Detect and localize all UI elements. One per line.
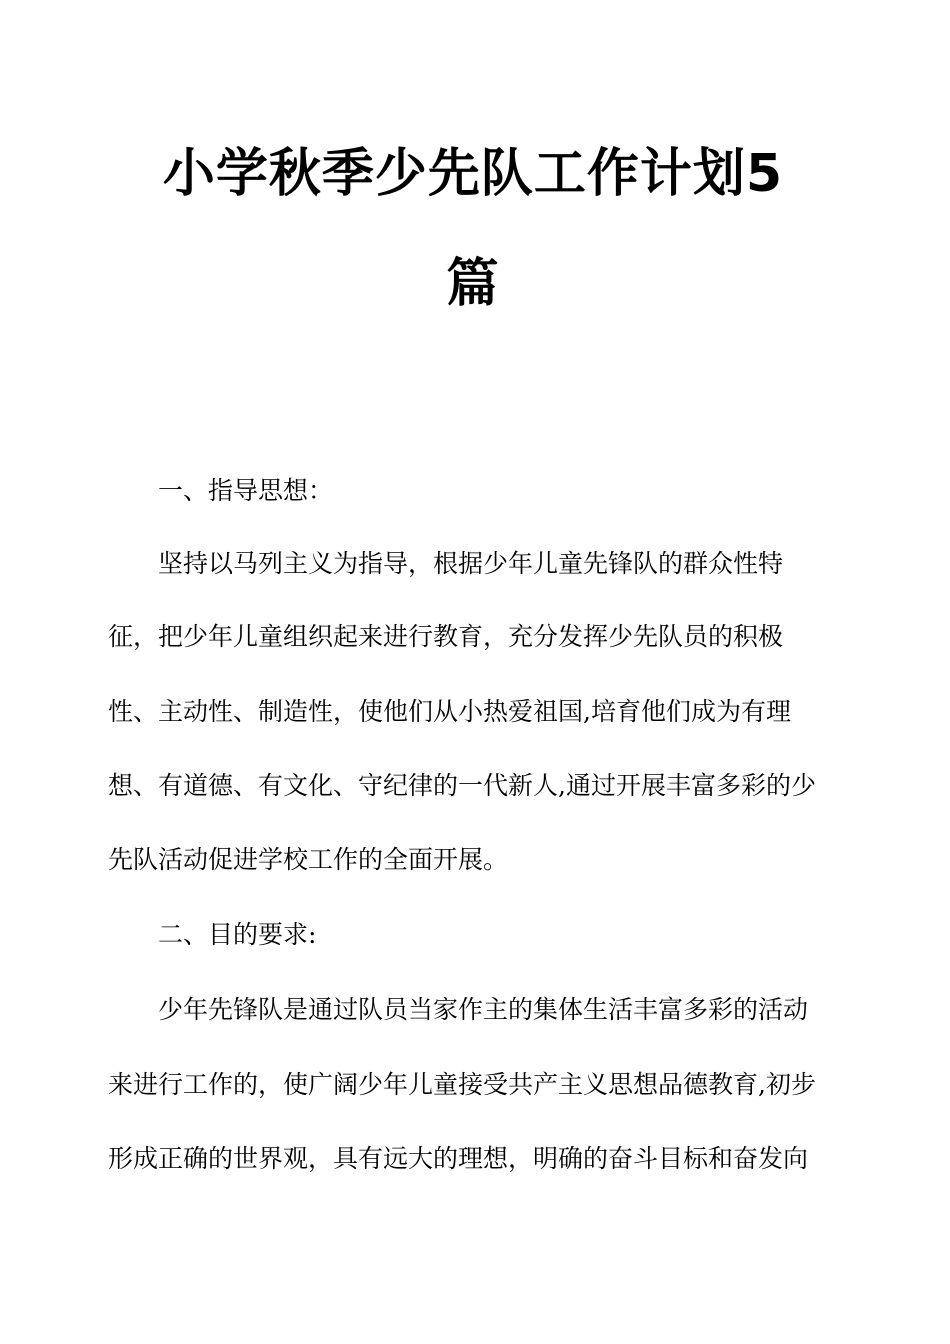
- paragraph-line: 征，把少年儿童组织起来进行教育，充分发挥少先队员的积极: [108, 622, 784, 651]
- section-heading-objectives: 二、目的要求:: [158, 920, 317, 949]
- paragraph-line: 少年先锋队是通过队员当家作主的集体生活丰富多彩的活动: [158, 995, 809, 1024]
- document-title-line-2: 篇: [446, 254, 500, 314]
- document-title-line-1: 小学秋季少先队工作计划5: [162, 144, 784, 204]
- paragraph-line: 想、有道德、有文化、守纪律的一代新人,通过开展丰富多彩的少: [108, 771, 816, 800]
- paragraph-line: 先队活动促进学校工作的全面开展。: [108, 845, 509, 874]
- section-heading-guiding-thought: 一、指导思想：: [158, 476, 334, 505]
- paragraph-line: 性、主动性、制造性，使他们从小热爱祖国,培育他们成为有理: [108, 697, 791, 726]
- paragraph-line: 形成正确的世界观，具有远大的理想，明确的奋斗目标和奋发向: [108, 1144, 809, 1173]
- paragraph-line: 坚持以马列主义为指导，根据少年儿童先锋队的群众性特: [158, 549, 784, 578]
- paragraph-line: 来进行工作的，使广阔少年儿童接受共产主义思想品德教育,初步: [108, 1070, 816, 1099]
